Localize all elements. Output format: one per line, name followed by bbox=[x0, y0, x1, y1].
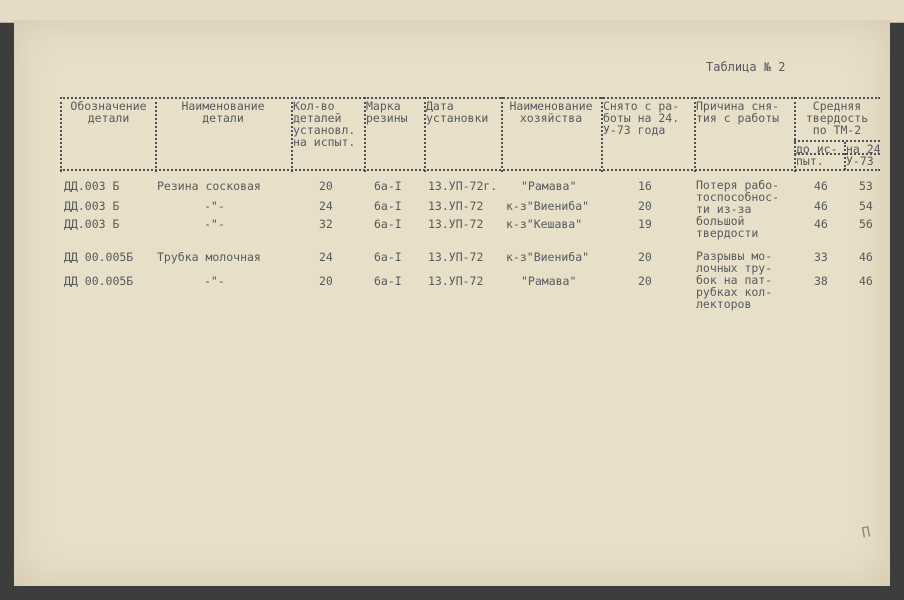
row-1-part: -"- bbox=[204, 199, 225, 213]
header-line: на 24 bbox=[846, 142, 881, 156]
reason-line: Потеря рабо- bbox=[696, 178, 780, 192]
header-part-name bbox=[157, 100, 289, 124]
row-1-qty: 24 bbox=[319, 199, 333, 213]
reason-line: твердости bbox=[696, 226, 759, 240]
header-reason bbox=[696, 100, 792, 124]
header-line: установки bbox=[426, 111, 489, 125]
header-removed bbox=[603, 100, 693, 136]
row-2-part: -"- bbox=[204, 217, 225, 231]
reason-line: рубках кол- bbox=[696, 285, 773, 299]
row-3-part: Трубка молочная bbox=[157, 250, 261, 264]
row-0-date: 13.УП-72г. bbox=[428, 179, 498, 193]
header-hardness bbox=[796, 100, 878, 136]
row-4-before: 38 bbox=[814, 274, 828, 288]
row-0-before: 46 bbox=[814, 179, 828, 193]
row-0-removed: 16 bbox=[638, 179, 652, 193]
row-2-after: 56 bbox=[859, 217, 873, 231]
row-2-before: 46 bbox=[814, 217, 828, 231]
header-hardness-before bbox=[796, 143, 842, 167]
header-farm bbox=[503, 100, 599, 124]
header-line: резины bbox=[366, 111, 408, 125]
reason-line: ти из-за bbox=[696, 202, 752, 216]
header-line: тия с работы bbox=[696, 111, 780, 125]
header-hardness-at bbox=[846, 143, 886, 167]
row-4-date: 13.УП-72 bbox=[428, 274, 484, 288]
header-bottom-rule bbox=[60, 169, 880, 171]
header-line: Обозначение bbox=[70, 99, 147, 113]
header-line: на испыт. bbox=[293, 135, 356, 149]
row-4-removed: 20 bbox=[638, 274, 652, 288]
header-rubber-grade bbox=[366, 100, 422, 124]
header-line: хозяйства bbox=[519, 111, 583, 125]
header-line: деталей bbox=[293, 111, 342, 125]
row-3-designation: ДД 00.005Б bbox=[64, 250, 134, 264]
header-line: Наименование bbox=[509, 99, 593, 113]
row-4-part: -"- bbox=[204, 274, 225, 288]
reason-line: Разрывы мо- bbox=[696, 249, 773, 263]
reason-line: лочных тру- bbox=[696, 261, 773, 275]
row-2-date: 13.УП-72 bbox=[428, 217, 484, 231]
header-line: Дата bbox=[426, 99, 454, 113]
header-line: Наименование bbox=[181, 99, 265, 113]
header-line: Средняя bbox=[812, 99, 862, 113]
header-line: детали bbox=[87, 111, 130, 125]
row-4-qty: 20 bbox=[319, 274, 333, 288]
document-page bbox=[14, 20, 890, 586]
row-1-farm: к-з"Виениба" bbox=[506, 199, 590, 213]
header-line: пыт. bbox=[796, 154, 824, 168]
row-0-rubber: 6а-I bbox=[374, 179, 402, 193]
row-0-qty: 20 bbox=[319, 179, 333, 193]
reason-line: тоспособнос- bbox=[696, 190, 780, 204]
row-3-after: 46 bbox=[859, 250, 873, 264]
header-line: установл. bbox=[293, 123, 356, 137]
row-2-designation: ДД.003 Б bbox=[64, 217, 120, 231]
row-0-farm: "Рамава" bbox=[521, 179, 577, 193]
header-line: У-73 bbox=[846, 154, 874, 168]
reason-line: лекторов bbox=[696, 297, 752, 311]
row-3-date: 13.УП-72 bbox=[428, 250, 484, 264]
row-0-part: Резина сосковая bbox=[157, 179, 261, 193]
header-line: детали bbox=[202, 111, 244, 125]
row-0-designation: ДД.003 Б bbox=[64, 179, 120, 193]
header-quantity bbox=[293, 100, 363, 148]
reason-line: бок на пат- bbox=[696, 273, 773, 287]
header-line: Кол-во bbox=[293, 99, 335, 113]
header-designation bbox=[62, 100, 155, 124]
row-1-before: 46 bbox=[814, 199, 828, 213]
reason-1 bbox=[696, 250, 772, 310]
row-3-farm: к-з"Виениба" bbox=[506, 250, 590, 264]
row-4-rubber: 6а-I bbox=[374, 274, 402, 288]
header-line: по ТМ-2 bbox=[812, 123, 862, 137]
row-2-qty: 32 bbox=[319, 217, 333, 231]
header-line: до ис- bbox=[796, 142, 838, 156]
header-line: Марка bbox=[366, 99, 401, 113]
row-1-removed: 20 bbox=[638, 199, 652, 213]
row-2-rubber: 6а-I bbox=[374, 217, 402, 231]
row-4-farm: "Рамава" bbox=[521, 274, 577, 288]
header-line: боты на 24. bbox=[603, 111, 680, 125]
row-2-removed: 19 bbox=[638, 217, 652, 231]
row-3-rubber: 6а-I bbox=[374, 250, 402, 264]
row-2-farm: к-з"Кешава" bbox=[506, 217, 583, 231]
row-1-after: 54 bbox=[859, 199, 873, 213]
row-3-before: 33 bbox=[814, 250, 828, 264]
header-install-date bbox=[426, 100, 500, 124]
row-1-rubber: 6а-I bbox=[374, 199, 402, 213]
row-0-after: 53 bbox=[859, 179, 873, 193]
reason-0 bbox=[696, 179, 779, 239]
row-1-date: 13.УП-72 bbox=[428, 199, 484, 213]
header-line: Снято с ра- bbox=[603, 99, 680, 113]
row-4-after: 46 bbox=[859, 274, 873, 288]
header-line: твердость bbox=[805, 111, 869, 125]
header-line: У-73 года bbox=[603, 123, 666, 137]
table-title: Таблица № 2 bbox=[706, 60, 786, 74]
row-3-removed: 20 bbox=[638, 250, 652, 264]
row-4-designation: ДД 00.005Б bbox=[64, 274, 134, 288]
row-3-qty: 24 bbox=[319, 250, 333, 264]
header-line: Причина сня- bbox=[696, 99, 780, 113]
reason-line: большой bbox=[696, 214, 745, 228]
margin-mark: П bbox=[860, 524, 872, 542]
row-1-designation: ДД.003 Б bbox=[64, 199, 120, 213]
